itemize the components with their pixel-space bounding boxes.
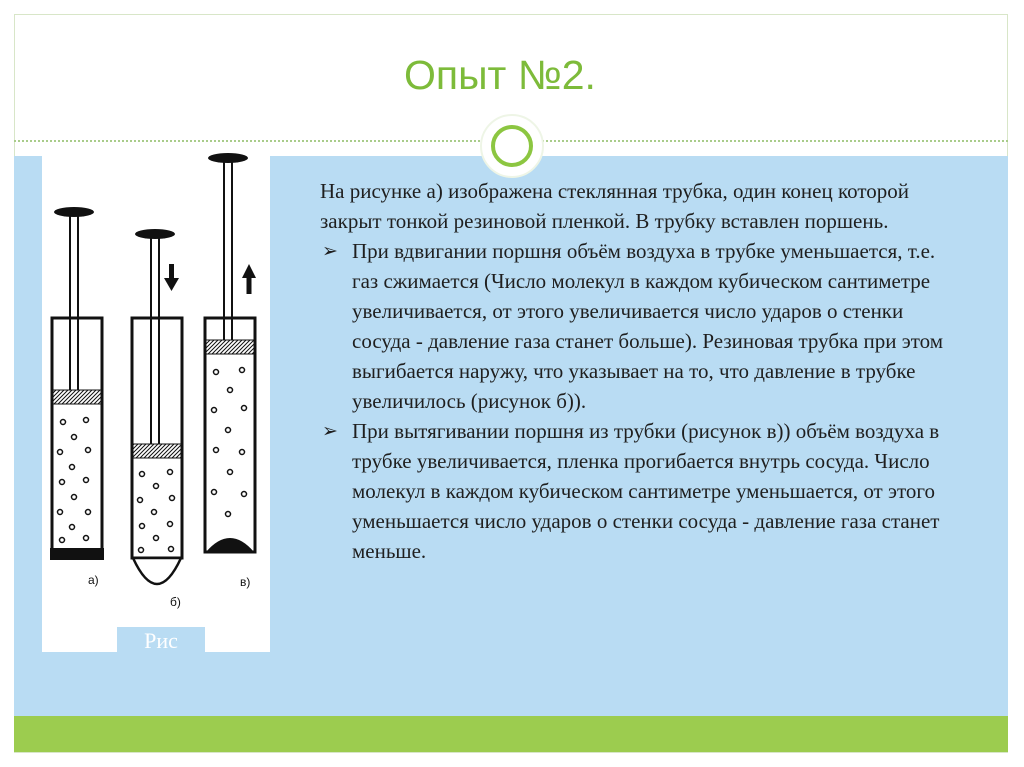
intro-paragraph: На рисунке а) изображена стеклянная трубка, один конец которой закрыт тонкой резиновой пленкой. В трубку вставлен поршень.	[320, 179, 909, 233]
slide-title: Опыт №2.	[404, 52, 596, 98]
tube-a	[50, 207, 104, 560]
ring-ornament	[480, 114, 544, 178]
bullet-item-expansion	[320, 416, 960, 566]
bullet-item-compression	[320, 236, 960, 416]
tubes-illustration	[42, 152, 270, 652]
up-arrow-icon	[242, 264, 256, 294]
slide-body	[320, 176, 960, 566]
tube-b	[132, 229, 182, 584]
label-a: а)	[88, 573, 99, 587]
arrow-bullet-icon: ➢	[322, 240, 338, 262]
label-b: б)	[170, 595, 181, 609]
down-arrow-icon	[164, 264, 179, 291]
bottom-bar	[14, 716, 1008, 752]
bullet-text: При вдвигании поршня объём воздуха в трубке уменьшается, т.е. газ сжимается (Число молекул в каждом кубическом сантиметре увеличивается, от этого увеличивается число ударов о стенки сосуда - давление газа станет больше). Резиновая трубка при этом выгибается наружу, что указывает на то, что давление в трубке увеличилось (рисунок б)).	[352, 239, 944, 413]
experiment-figure	[42, 152, 270, 652]
bullet-text: При вытягивании поршня из трубки (рисунок в)) объём воздуха в трубке увеличивается, пленка прогибается внутрь сосуда. Число молекул в каждом кубическом сантиметре уменьшается, от этого уменьшается число ударов о стенки сосуда - давление газа станет меньше.	[352, 419, 940, 563]
label-c: в)	[240, 575, 251, 589]
arrow-bullet-icon: ➢	[322, 420, 338, 442]
figure-caption: Рис	[117, 627, 205, 655]
ring-inner-circle	[491, 125, 533, 167]
tube-c	[205, 153, 256, 552]
